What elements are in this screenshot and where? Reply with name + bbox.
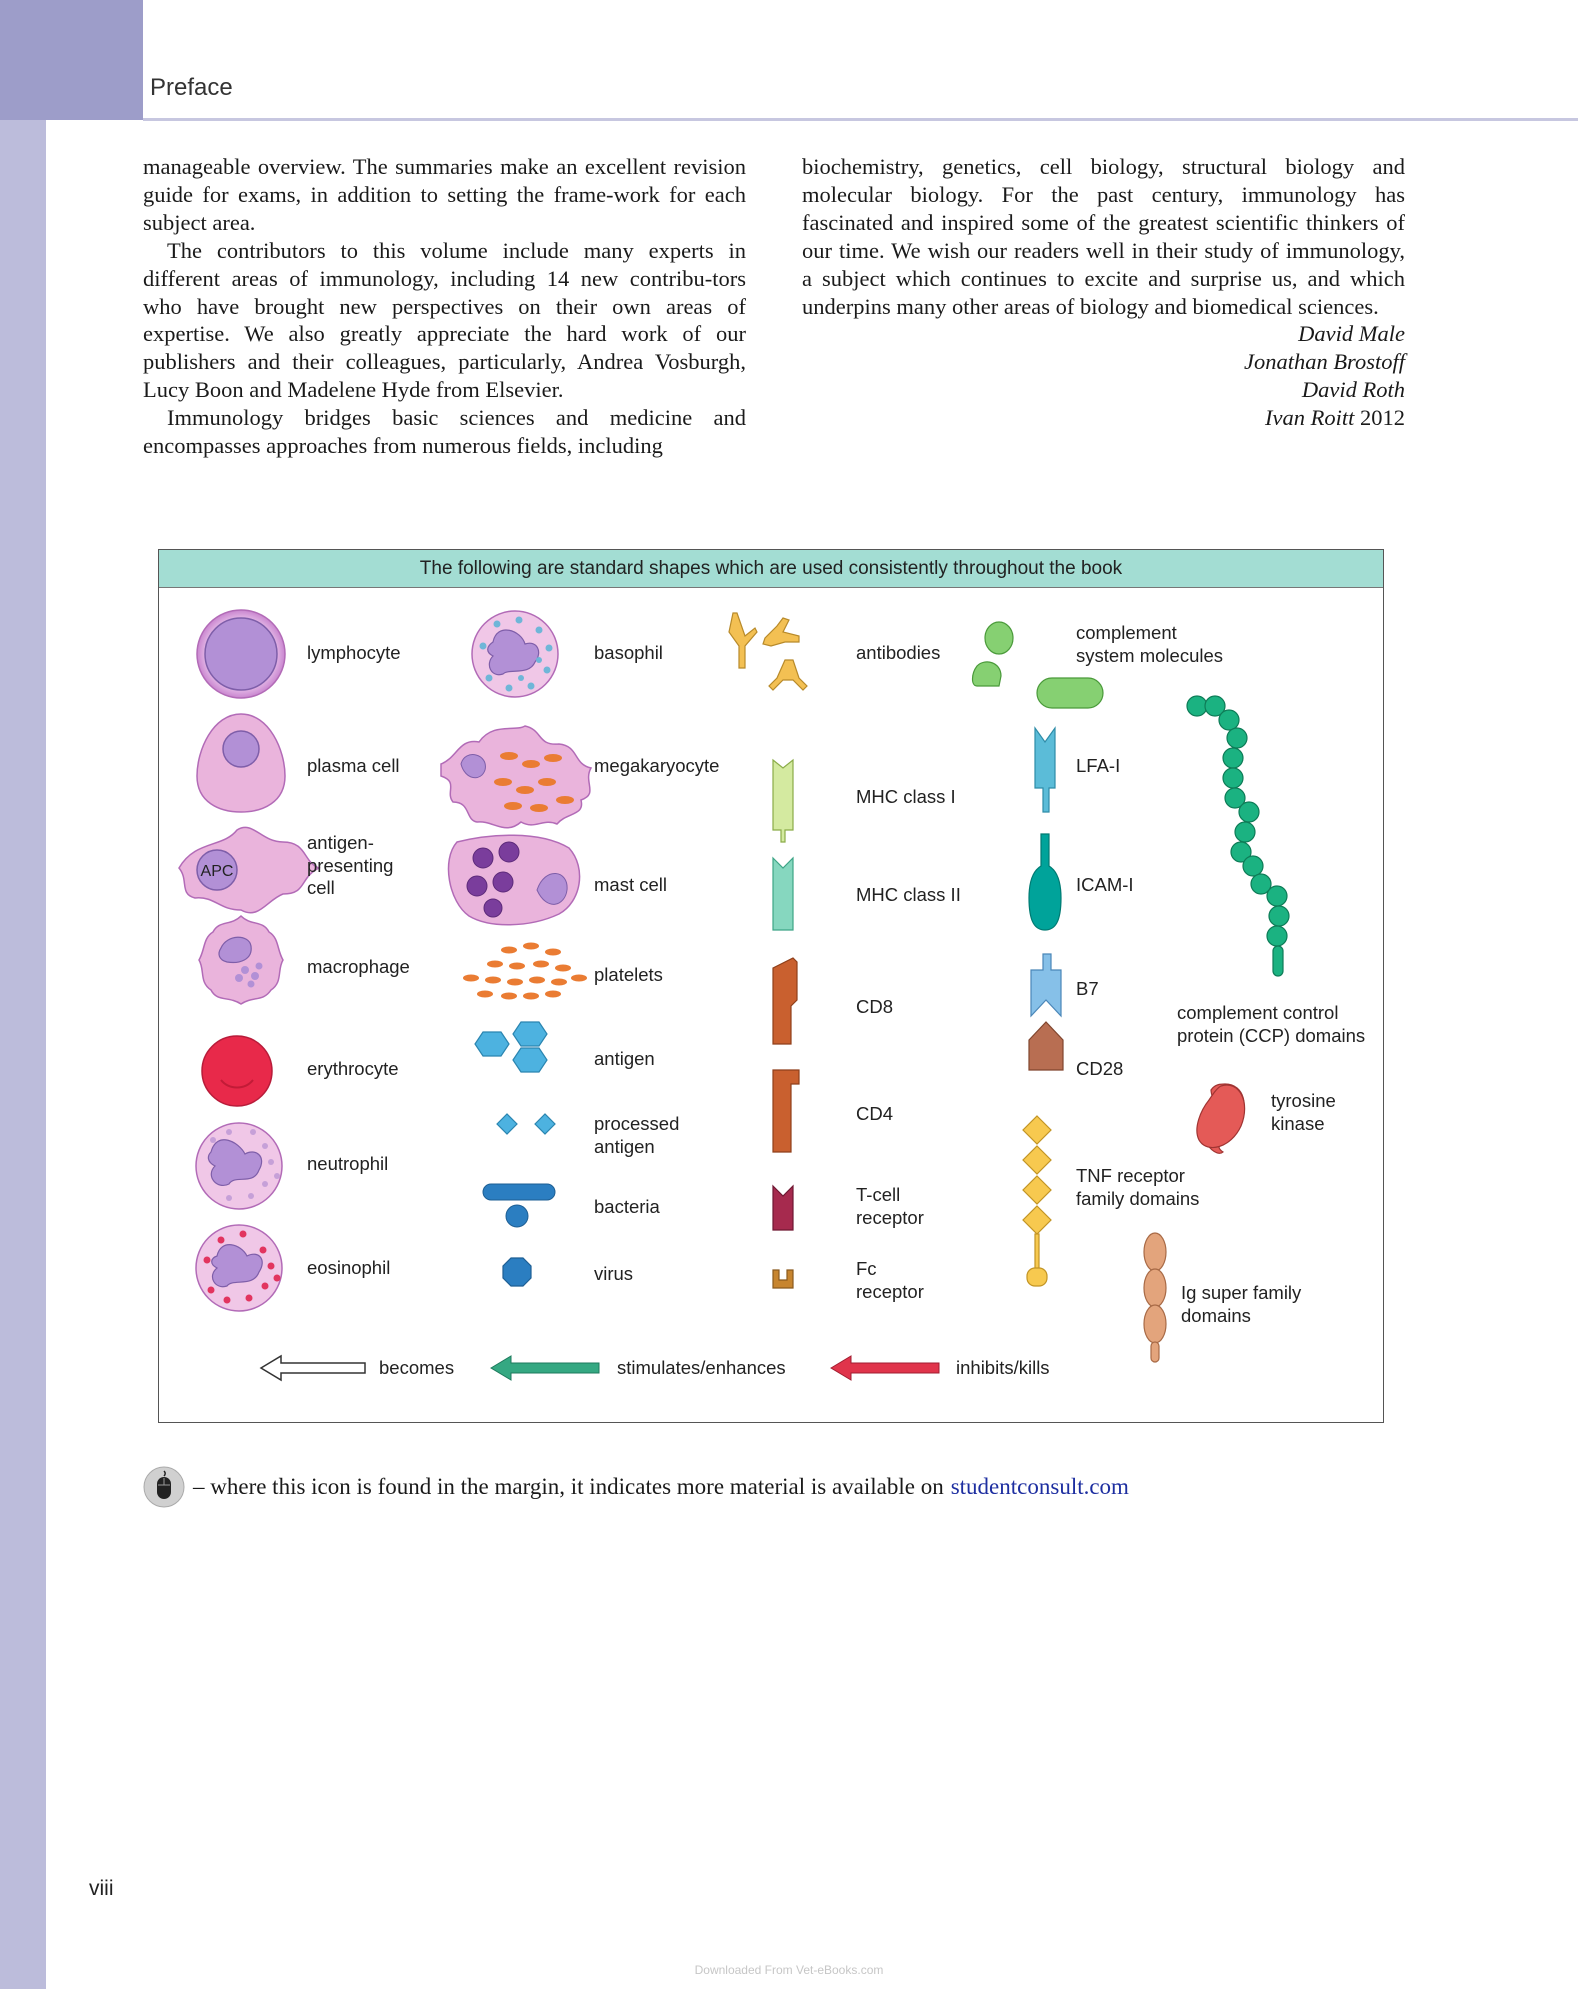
label-neutrophil: neutrophil bbox=[307, 1153, 389, 1174]
label-eosinophil: eosinophil bbox=[307, 1257, 391, 1278]
label-erythrocyte: erythrocyte bbox=[307, 1058, 399, 1079]
eosinophil-icon bbox=[196, 1225, 282, 1311]
label-tcr: T-cell receptor bbox=[856, 1184, 924, 1228]
erythrocyte-icon bbox=[202, 1036, 272, 1106]
left-text-column bbox=[143, 153, 746, 460]
header-color-block bbox=[0, 0, 143, 120]
label-b7: B7 bbox=[1076, 978, 1099, 999]
megakaryocyte-icon bbox=[441, 726, 591, 828]
lymphocyte-icon bbox=[197, 610, 285, 698]
antigen-icon bbox=[475, 1022, 547, 1072]
author-name: Jonathan Brostoff bbox=[1243, 349, 1405, 375]
signature-line bbox=[802, 320, 1405, 348]
label-cd28: CD28 bbox=[1076, 1058, 1124, 1079]
watermark: Downloaded From Vet-eBooks.com bbox=[694, 1963, 884, 1977]
label-bacteria: bacteria bbox=[594, 1196, 660, 1217]
label-mhc-class-ii: MHC class II bbox=[856, 884, 961, 905]
label-cd8: CD8 bbox=[856, 996, 894, 1017]
mhc-class-ii-icon bbox=[773, 858, 793, 930]
b7-icon bbox=[1031, 954, 1061, 1016]
right-text-column bbox=[802, 153, 1405, 432]
label-megakaryocyte: megakaryocyte bbox=[594, 755, 720, 776]
stimulates-arrow-icon bbox=[491, 1356, 599, 1380]
label-icam1: ICAM-I bbox=[1076, 874, 1134, 895]
mouse-icon bbox=[143, 1466, 185, 1508]
label-basophil: basophil bbox=[594, 642, 663, 663]
lfa1-icon bbox=[1035, 728, 1055, 812]
shapes-legend bbox=[158, 549, 1384, 1423]
paragraph: The contributors to this volume include many experts in different areas of immunology, including 14 new contribu-tors who have brought new perspectives on their own areas of expertise. We also greatly appreciate the hard work of our publishers and their colleagues, particularly, Andrea Vosburgh, Lucy Boon and Madelene Hyde from Elsevier. bbox=[143, 237, 746, 403]
label-mast-cell: mast cell bbox=[594, 874, 667, 895]
tcr-icon bbox=[773, 1186, 793, 1230]
paragraph: manageable overview. The summaries make an excellent revision guide for exams, in addition to setting the frame-work for each subject area. bbox=[143, 154, 746, 235]
signature-line bbox=[802, 348, 1405, 376]
platelets-icon bbox=[463, 943, 587, 1000]
becomes-arrow-icon bbox=[261, 1356, 365, 1380]
label-inhibits: inhibits/kills bbox=[956, 1357, 1050, 1378]
label-stimulates: stimulates/enhances bbox=[617, 1357, 786, 1378]
neutrophil-icon bbox=[196, 1123, 282, 1209]
tyrosine-kinase-icon bbox=[1197, 1084, 1245, 1153]
label-antibodies: antibodies bbox=[856, 642, 941, 663]
side-margin-bar bbox=[0, 0, 46, 1989]
label-mhc-class-i: MHC class I bbox=[856, 786, 956, 807]
mhc-class-i-icon bbox=[773, 760, 793, 842]
label-apc: antigen- presenting cell bbox=[307, 832, 394, 898]
antibodies-icon bbox=[729, 613, 807, 690]
label-processed-antigen: processed antigen bbox=[594, 1113, 680, 1157]
label-lfa1: LFA-I bbox=[1076, 755, 1121, 776]
footnote-text: – where this icon is found in the margin, it indicates more material is available on bbox=[193, 1474, 944, 1499]
label-tnf-receptor: TNF receptor family domains bbox=[1076, 1165, 1200, 1209]
tnf-receptor-icon bbox=[1023, 1116, 1051, 1286]
apc-icon bbox=[179, 827, 319, 912]
paragraph: Immunology bridges basic sciences and medicine and encompasses approaches from numerous fields, including bbox=[143, 405, 746, 459]
author-name: Ivan Roitt bbox=[1265, 405, 1355, 431]
ig-superfamily-icon bbox=[1144, 1233, 1166, 1362]
author-name: David Roth bbox=[1301, 377, 1405, 403]
macrophage-icon bbox=[199, 916, 283, 1004]
label-plasma-cell: plasma cell bbox=[307, 755, 400, 776]
cd28-icon bbox=[1029, 1022, 1063, 1070]
header-rule bbox=[143, 118, 1578, 121]
label-virus: virus bbox=[594, 1263, 634, 1284]
processed-antigen-icon bbox=[497, 1114, 555, 1134]
label-ig-superfamily: Ig super family domains bbox=[1181, 1282, 1302, 1326]
basophil-icon bbox=[472, 611, 558, 697]
plasma-cell-icon bbox=[197, 714, 285, 812]
inhibits-arrow-icon bbox=[831, 1356, 939, 1380]
virus-icon bbox=[503, 1258, 531, 1286]
cd4-icon bbox=[773, 1070, 799, 1152]
paragraph: biochemistry, genetics, cell biology, structural biology and molecular biology. For the past century, immunology has fascinated and inspired some of the greatest scientific thinkers of our time. We wish our readers well in their study of immunology, a subject which continues to excite and surprise us, and which underpins many other areas of biology and biomedical sciences. bbox=[802, 154, 1405, 319]
label-lymphocyte: lymphocyte bbox=[307, 642, 401, 663]
apc-tag: APC bbox=[200, 863, 234, 880]
label-platelets: platelets bbox=[594, 964, 663, 985]
label-ccp-domains: complement control protein (CCP) domains bbox=[1177, 1002, 1366, 1046]
author-name: David Male bbox=[1298, 321, 1405, 347]
legend-heading: The following are standard shapes which are used consistently throughout the book bbox=[159, 550, 1383, 588]
page-number: viii bbox=[89, 1877, 114, 1900]
ccp-domains-icon bbox=[1187, 696, 1289, 976]
cd8-icon bbox=[773, 958, 797, 1044]
bacteria-icon bbox=[483, 1184, 555, 1227]
fc-receptor-icon bbox=[773, 1270, 793, 1288]
running-header: Preface bbox=[150, 74, 233, 101]
label-antigen: antigen bbox=[594, 1048, 655, 1069]
studentconsult-link[interactable]: studentconsult.com bbox=[950, 1474, 1129, 1499]
signature-line bbox=[802, 376, 1405, 404]
label-macrophage: macrophage bbox=[307, 956, 410, 977]
icam1-icon bbox=[1029, 834, 1061, 930]
label-cd4: CD4 bbox=[856, 1103, 894, 1124]
label-tyrosine-kinase: tyrosine kinase bbox=[1271, 1090, 1336, 1134]
footnote bbox=[143, 1465, 1129, 1509]
mast-cell-icon bbox=[448, 835, 579, 925]
label-complement: complement system molecules bbox=[1076, 622, 1224, 666]
label-becomes: becomes bbox=[379, 1357, 455, 1378]
year: 2012 bbox=[1360, 405, 1405, 431]
label-fc-receptor: Fc receptor bbox=[856, 1258, 924, 1302]
signature-line bbox=[802, 404, 1405, 432]
